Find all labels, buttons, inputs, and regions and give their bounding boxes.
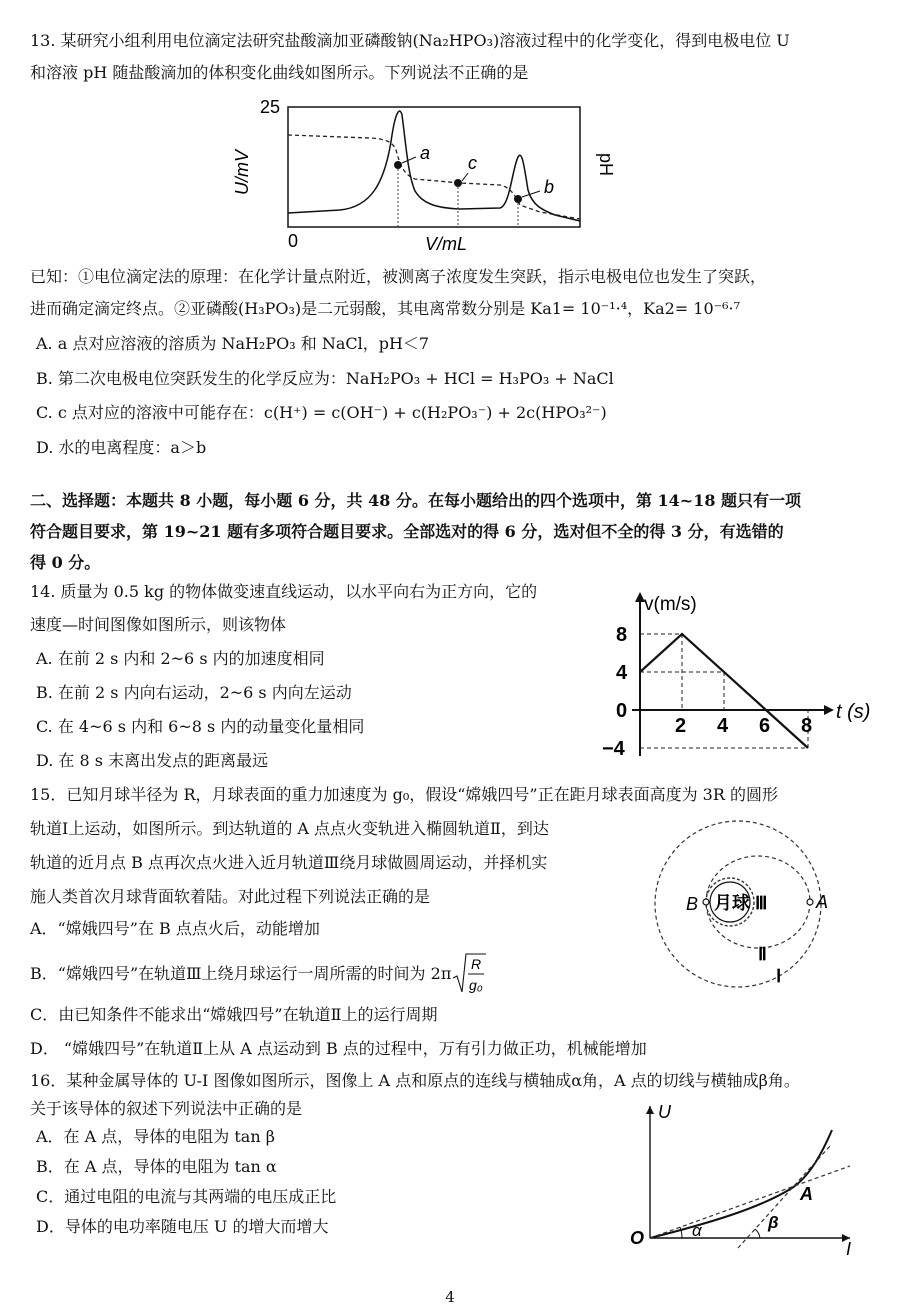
q14-stem-line-2: 速度—时间图像如图所示，则该物体 <box>30 615 287 634</box>
q13-point-c <box>454 179 462 187</box>
q16-origin: O <box>630 1228 645 1248</box>
q13-y-top-label: 25 <box>260 97 281 117</box>
q15-option-d: D． “嫦娥四号”在轨道Ⅱ上从 A 点运动到 B 点的过程中，万有引力做正功，机械能增加 <box>30 1039 647 1058</box>
q13-point-b <box>514 195 522 203</box>
q13-stem-line-2: 和溶液 pH 随盐酸滴加的体积变化曲线如图所示。下列说法不正确的是 <box>30 63 529 82</box>
q16-stem-line-2: 关于该导体的叙述下列说法中正确的是 <box>30 1099 303 1118</box>
q15-stem-line-4: 施人类首次月球背面软着陆。对此过程下列说法正确的是 <box>30 887 431 906</box>
q15-stem-line-1: 15．已知月球半径为 R，月球表面的重力加速度为 g₀，假设“嫦娥四号”正在距月球表面高度为 3R 的圆形 <box>30 785 778 804</box>
section2-line-1: 二、选择题：本题共 8 小题，每小题 6 分，共 48 分。在每小题给出的四个选项中，第 14~18 题只有一项 <box>30 491 802 510</box>
q15-sqrt-symbol <box>452 952 486 996</box>
q13-option-a: A. a 点对应溶液的溶质为 NaH₂PO₃ 和 NaCl，pH＜7 <box>36 334 430 353</box>
q14-option-a: A. 在前 2 s 内和 2~6 s 内的加速度相同 <box>36 649 325 668</box>
q16-beta: β <box>768 1213 779 1232</box>
q16-x-label: I <box>846 1239 852 1258</box>
section2-line-3: 得 0 分。 <box>30 553 101 572</box>
q14-ylabel: v(m/s) <box>644 594 697 615</box>
q15-option-c: C．由已知条件不能求出“嫦娥四号”在轨道Ⅱ上的运行周期 <box>30 1005 438 1024</box>
section2-line-2: 符合题目要求，第 19~21 题有多项符合题目要求。全部选对的得 6 分，选对但不全的得 3 分，有选错的 <box>30 522 784 541</box>
q14-option-c: C. 在 4~6 s 内和 6~8 s 内的动量变化量相同 <box>36 717 365 736</box>
q15-label-a: A <box>816 892 829 912</box>
q15-orbit-figure <box>630 812 880 990</box>
q16-option-c: C．通过电阻的电流与其两端的电压成正比 <box>36 1187 337 1206</box>
q16-option-d: D．导体的电功率随电压 U 的增大而增大 <box>36 1217 329 1236</box>
q14-vt-chart <box>600 588 880 760</box>
q14-ytick-0: 0 <box>616 700 628 722</box>
q14-xtick-2: 2 <box>675 715 687 737</box>
q15-option-b-text: B．“嫦娥四号”在轨道Ⅲ上绕月球运行一周所需的时间为 2π <box>30 964 452 983</box>
q16-option-b: B．在 A 点，导体的电阻为 tan α <box>36 1157 277 1176</box>
q13-option-d: D. 水的电离程度：a＞b <box>36 438 207 457</box>
q13-y-left-label: U/mV <box>232 150 252 195</box>
q13-known-line-1: 已知：①电位滴定法的原理：在化学计量点附近，被测离子浓度发生突跃，指示电极电位也发生了突跃， <box>30 267 767 286</box>
q15-sqrt-numerator: R <box>471 956 482 972</box>
q15-option-b <box>30 952 486 996</box>
q13-figure <box>230 95 620 255</box>
q14-stem-line-1: 14. 质量为 0.5 kg 的物体做变速直线运动，以水平向右为正方向，它的 <box>30 582 538 601</box>
q16-ui-figure <box>620 1098 870 1258</box>
q13-label-c: c <box>468 153 477 173</box>
q14-option-b: B. 在前 2 s 内向右运动，2~6 s 内向左运动 <box>36 683 352 702</box>
q13-label-a: a <box>420 143 431 163</box>
q14-xtick-4: 4 <box>717 715 729 737</box>
q15-option-a: A．“嫦娥四号”在 B 点点火后，动能增加 <box>30 919 320 938</box>
q14-ytick-8: 8 <box>616 624 628 646</box>
q13-known-line-2: 进而确定滴定终点。②亚磷酸(H₃PO₃)是二元弱酸，其电离常数分别是 Ka1= 10⁻¹·⁴，Ka2= 10⁻⁶·⁷ <box>30 299 741 318</box>
q15-label-orbit-1: Ⅰ <box>776 966 782 986</box>
q14-ytick-4: 4 <box>616 662 628 684</box>
q13-label-b: b <box>544 177 555 197</box>
q16-y-label: U <box>658 1102 671 1122</box>
page-number: 4 <box>445 1288 455 1306</box>
q14-ytick--4: −4 <box>602 738 625 760</box>
q13-frame <box>288 107 580 227</box>
q14-xtick-8: 8 <box>801 715 813 737</box>
q13-point-a <box>394 161 402 169</box>
q14-xtick-6: 6 <box>759 715 771 737</box>
q14-xlabel: t (s) <box>836 701 871 723</box>
q13-option-c: C. c 点对应的溶液中可能存在：c(H⁺) = c(OH⁻) + c(H₂PO₃⁻) + 2c(HPO₃²⁻) <box>36 403 607 422</box>
q15-stem-line-2: 轨道Ⅰ上运动，如图所示。到达轨道的 A 点点火变轨进入椭圆轨道Ⅱ，到达 <box>30 819 549 838</box>
q16-point-a: A <box>800 1184 813 1204</box>
q15-stem-line-3: 轨道的近月点 B 点再次点火进入近月轨道Ⅲ绕月球做圆周运动，并择机实 <box>30 853 548 872</box>
q13-origin: 0 <box>288 231 299 251</box>
q16-option-a: A．在 A 点，导体的电阻为 tan β <box>36 1127 275 1146</box>
q13-option-b: B. 第二次电极电位突跃发生的化学反应为：NaH₂PO₃ + HCl = H₃PO₃ + NaCl <box>36 369 614 388</box>
q15-label-b: B <box>686 894 699 914</box>
q16-stem-line-1: 16．某种金属导体的 U-I 图像如图所示，图像上 A 点和原点的连线与横轴成α角，A 点的切线与横轴成β角。 <box>30 1071 800 1090</box>
q13-ph-curve <box>288 135 580 219</box>
q14-x-arrow <box>824 705 834 715</box>
q13-stem-line-1: 13. 某研究小组利用电位滴定法研究盐酸滴加亚磷酸钠(Na₂HPO₃)溶液过程中的化学变化，得到电极电位 U <box>30 31 790 50</box>
q13-y-right-label: pH <box>596 153 616 177</box>
q13-x-label: V/mL <box>425 234 468 254</box>
q15-moon-label: 月球 Ⅲ <box>714 893 768 913</box>
q13-u-curve <box>288 111 580 221</box>
q16-alpha: α <box>692 1221 702 1240</box>
q14-option-d: D. 在 8 s 末离出发点的距离最远 <box>36 751 269 770</box>
q15-label-orbit-2: Ⅱ <box>758 944 767 964</box>
q15-sqrt-denominator: g₀ <box>469 977 484 993</box>
